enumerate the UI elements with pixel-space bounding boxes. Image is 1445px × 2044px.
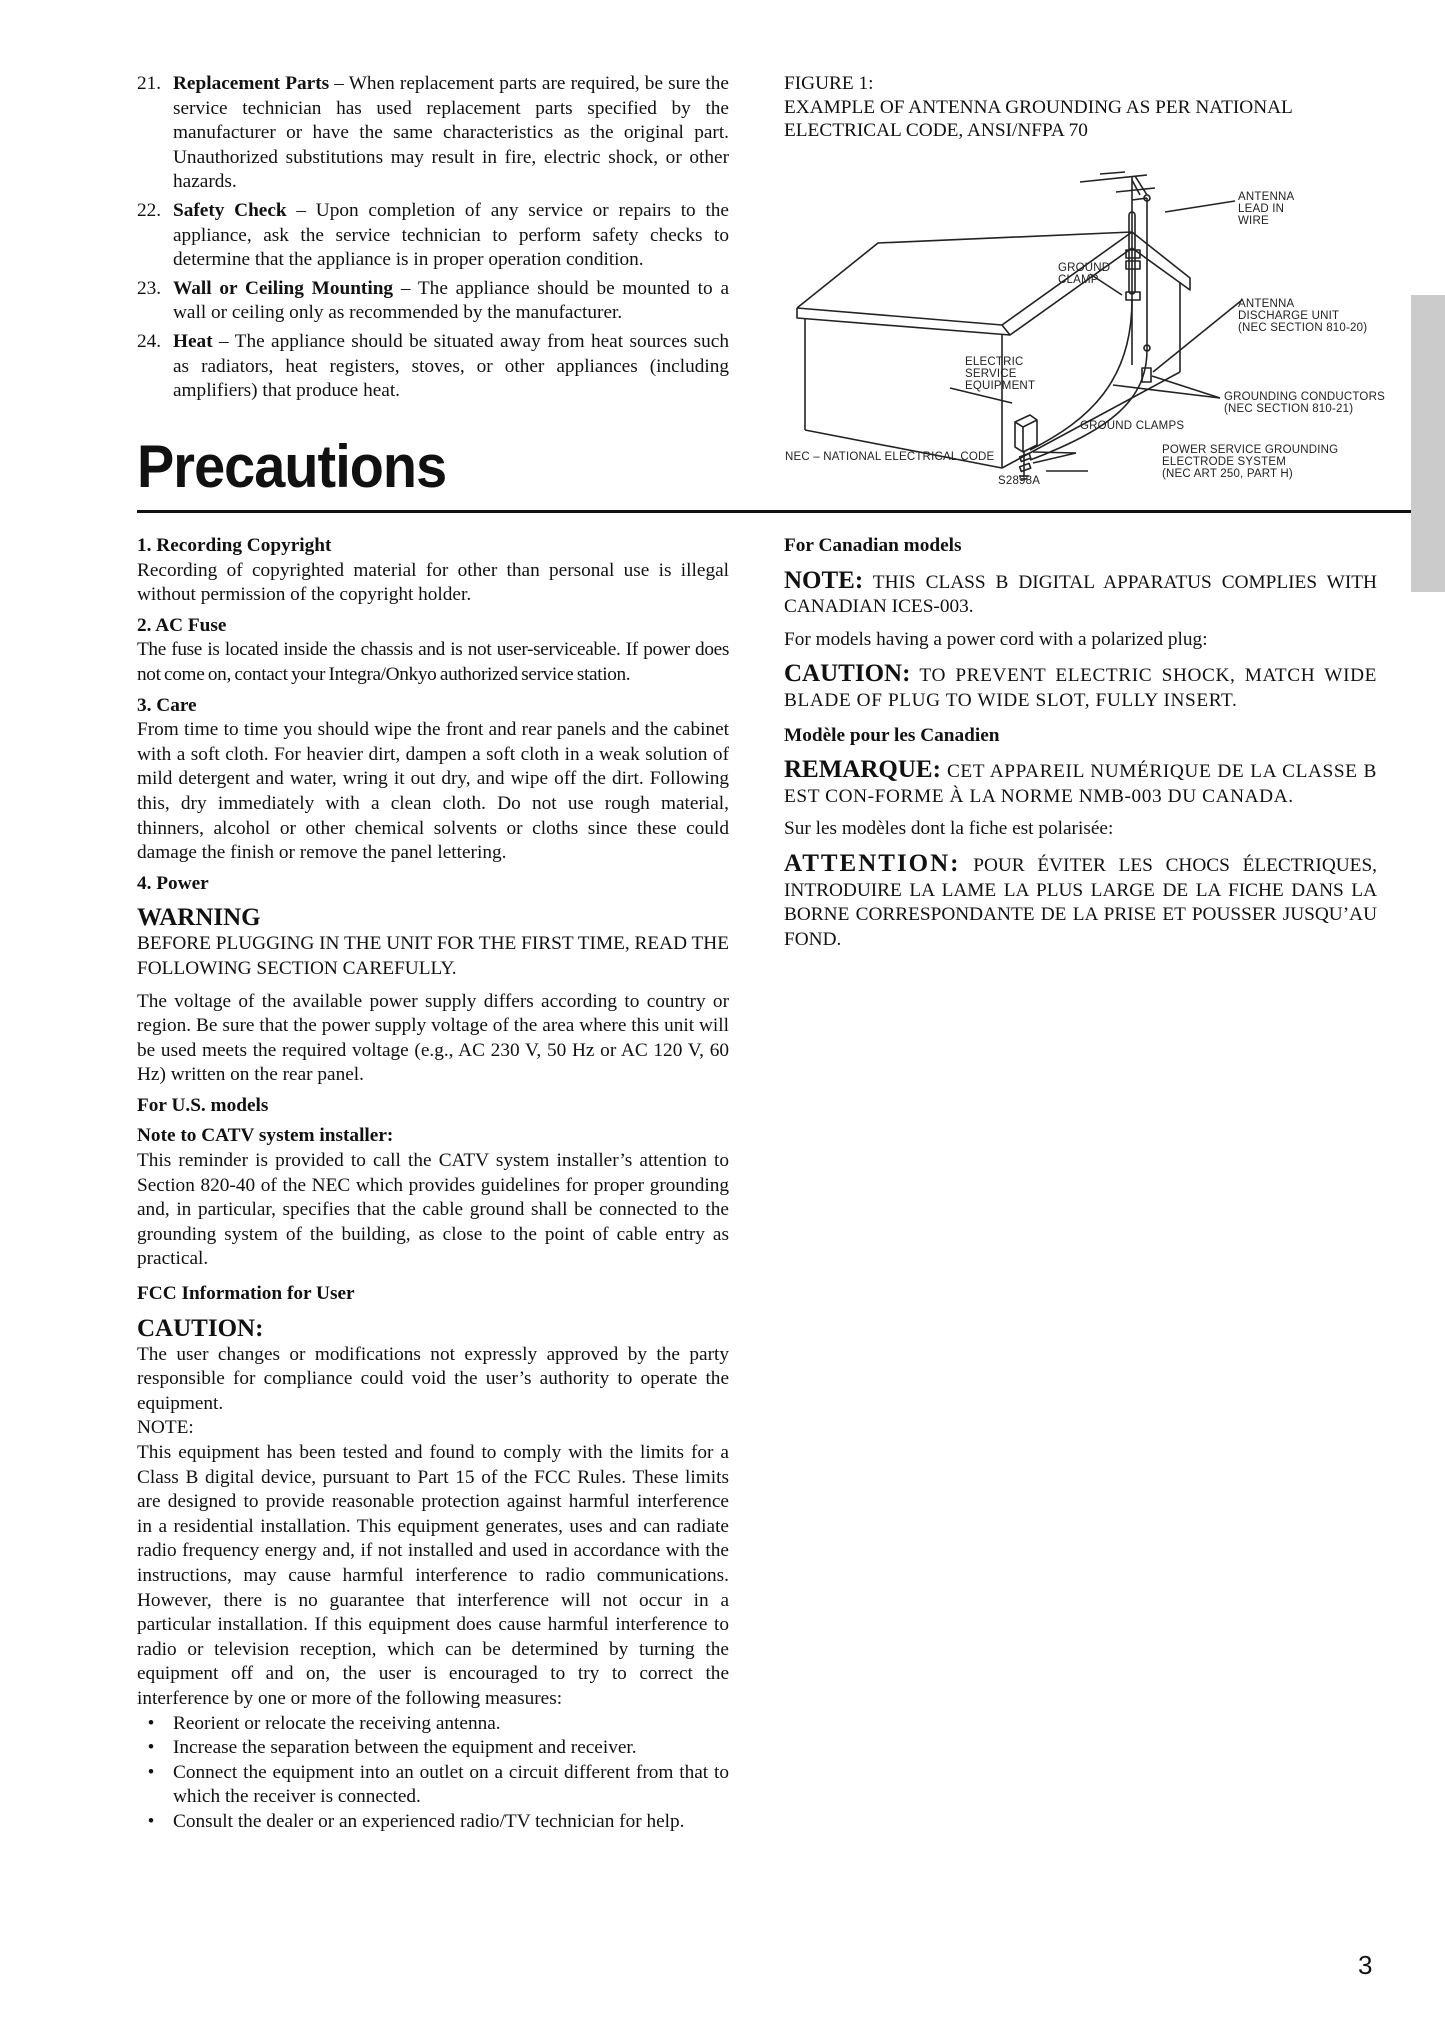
- warning-label: WARNING: [137, 904, 261, 932]
- item-title: Safety Check: [173, 199, 287, 221]
- list-item: [137, 277, 729, 326]
- leader-line: [1165, 201, 1235, 212]
- antenna-element: [1100, 172, 1125, 174]
- label-line: (NEC SECTION 810-20): [1238, 322, 1368, 334]
- measure-text: Consult the dealer or an experienced radio/TV technician for help.: [173, 1810, 685, 1832]
- bullet-icon: •: [147, 1810, 155, 1832]
- caution-label: CAUTION:: [784, 660, 911, 688]
- voltage-text: The voltage of the available power supply differs according to country or region. Be sure that the power supply voltage of the area where this unit will be used meets the required voltage (e.g., AC 230 V, 50 Hz or AC 120 V, 60 Hz) written on the rear panel.: [137, 990, 729, 1086]
- canadian-models-column: [784, 534, 1377, 952]
- label-line: WIRE: [1238, 215, 1269, 227]
- item-title: Replacement Parts: [173, 73, 330, 94]
- label-line: (NEC SECTION 810-21): [1224, 403, 1354, 415]
- safety-list-continued: [137, 72, 729, 408]
- measure-text: Reorient or relocate the receiving antenna.: [173, 1712, 501, 1734]
- label-power-service: [1162, 444, 1342, 480]
- warning-text: BEFORE PLUGGING IN THE UNIT FOR THE FIRST TIME, READ THE FOLLOWING SECTION CAREFULLY.: [137, 933, 729, 979]
- item-number: 21.: [137, 73, 162, 94]
- catv-title: Note to CATV system installer:: [137, 1125, 394, 1147]
- section-text: Recording of copyrighted material for other than personal use is illegal without permission of the copyright holder.: [137, 559, 729, 606]
- item-text: – When replacement parts are required, be sure the service technician has used replacement parts specified by the manufacturer or have the same characteristics as the original part. Unauthorized substitutions may result in fire, electric shock, or other hazards.: [173, 73, 729, 193]
- section-title-recording-copyright: 1. Recording Copyright: [137, 535, 332, 556]
- list-item: [137, 1712, 729, 1737]
- label-line: GROUNDING CONDUCTORS: [1224, 391, 1385, 403]
- ground-clamp-shape: [1126, 261, 1140, 269]
- label-discharge-unit: [1238, 298, 1367, 334]
- label-line: CLAMP: [1058, 274, 1099, 286]
- leader-line: [1153, 300, 1242, 372]
- item-number: 23.: [137, 277, 162, 299]
- antenna-grounding-diagram: [780, 150, 1410, 490]
- item-number: 22.: [137, 199, 162, 221]
- bullet-icon: •: [147, 1761, 155, 1783]
- list-item: [137, 199, 729, 273]
- remarque-text: CET APPAREIL NUMÉRIQUE DE LA CLASSE B EST CON-FORME À LA NORME NMB-003 DU CANADA.: [784, 761, 1377, 807]
- section-title-care: 3. Care: [137, 694, 197, 716]
- measure-text: Increase the separation between the equipment and receiver.: [173, 1737, 637, 1759]
- antenna-element: [1116, 188, 1155, 192]
- lead-in-wire: [1135, 176, 1147, 195]
- canada-caution: [784, 660, 1377, 713]
- label-line: ELECTRODE SYSTEM: [1162, 456, 1286, 468]
- label-ground-clamp: [1058, 262, 1114, 286]
- label-nec-note: NEC – NATIONAL ELECTRICAL CODE: [785, 451, 995, 463]
- leader-line: [1033, 453, 1076, 463]
- section-title-power: 4. Power: [137, 872, 209, 894]
- label-line: POWER SERVICE GROUNDING: [1162, 444, 1339, 456]
- caution-label: CAUTION:: [137, 1314, 264, 1342]
- bullet-icon: •: [147, 1737, 155, 1759]
- item-text: – The appliance should be situated away from heat sources such as radiators, heat registers, stoves, or other appliances (including amplifiers) that produce heat.: [173, 330, 729, 402]
- remarque-label: REMARQUE:: [784, 756, 941, 784]
- service-box-edge: [1023, 420, 1037, 427]
- note-text: This equipment has been tested and found to comply with the limits for a Class B digital device, pursuant to Part 15 of the FCC Rules. These limits are designed to provide reasonable protection against harmful interference in a residential installation. This equipment generates, uses and can radiate radio frequency energy and, if not installed and used in accordance with the instructions, may cause harmful interference to radio communications. However, there is no guarantee that interference will not occur in a particular installation. If this equipment does cause harmful interference to radio or television reception, which can be determined by turning the equipment off and on, the user is encouraged to try to correct the interference by one or more of the following measures:: [137, 1442, 729, 1709]
- caution-text: TO PREVENT ELECTRIC SHOCK, MATCH WIDE BLADE OF PLUG TO WIDE SLOT, FULLY INSERT.: [784, 665, 1377, 711]
- label-antenna-lead-in: [1238, 191, 1297, 227]
- leader-line: [1033, 452, 1076, 453]
- label-line: ELECTRIC: [965, 356, 1024, 368]
- label-line: DISCHARGE UNIT: [1238, 310, 1339, 322]
- figure-caption: [784, 72, 1384, 143]
- heading-rule: [137, 510, 1412, 513]
- label-electric-service: [965, 356, 1035, 392]
- section-title-ac-fuse: 2. AC Fuse: [137, 614, 227, 636]
- canada-note: [784, 567, 1377, 620]
- label-line: LEAD IN: [1238, 203, 1285, 215]
- list-item: [137, 72, 729, 195]
- note-text: THIS CLASS B DIGITAL APPARATUS COMPLIES WITH CANADIAN ICES-003.: [784, 571, 1377, 618]
- service-box-edge: [1015, 422, 1023, 427]
- canadian-models-title: For Canadian models: [784, 535, 962, 556]
- item-number: 24.: [137, 330, 162, 352]
- attention-text: POUR ÉVITER LES CHOCS ÉLECTRIQUES, INTRODUIRE LA LAME LA PLUS LARGE DE LA FICHE DANS LA BORNE CORRESPONDANTE DE LA PRISE ET POUSSER JUSQU’AU FOND.: [784, 854, 1377, 950]
- catv-text: This reminder is provided to call the CATV system installer’s attention to Section 820-40 of the NEC which provides guidelines for proper grounding and, in particular, specifies that the cable ground shall be connected to the grounding system of the building, as close to the point of cable entry as practical.: [137, 1150, 729, 1270]
- french-models-title: Modèle pour les Canadien: [784, 724, 1000, 746]
- list-item: [137, 1736, 729, 1761]
- us-models-title: For U.S. models: [137, 1094, 269, 1116]
- label-line: ANTENNA: [1238, 191, 1294, 203]
- roof-eave: [797, 308, 1010, 335]
- caution-text: The user changes or modifications not expressly approved by the party responsible for compliance could void the user’s authority to operate the equipment.: [137, 1343, 729, 1414]
- page-heading: Precautions: [137, 433, 447, 500]
- section-tab: [1411, 295, 1445, 592]
- fr-plug-text: Sur les modèles dont la fiche est polarisée:: [784, 818, 1114, 840]
- measures-list: [137, 1712, 729, 1835]
- leader-line: [1152, 376, 1220, 398]
- note-label: NOTE:: [137, 1417, 194, 1439]
- list-item: [137, 1761, 729, 1810]
- attention-label: ATTENTION:: [784, 849, 961, 877]
- bullet-icon: •: [147, 1712, 155, 1734]
- label-line: EQUIPMENT: [965, 380, 1036, 392]
- figure-number: FIGURE 1:: [784, 73, 874, 94]
- measure-text: Connect the equipment into an outlet on a circuit different from that to which the receiver is connected.: [173, 1761, 729, 1808]
- item-title: Wall or Ceiling Mounting: [173, 277, 394, 299]
- canada-remarque: [784, 756, 1377, 809]
- list-item: [137, 330, 729, 404]
- label-line: SERVICE: [965, 368, 1017, 380]
- label-line: ANTENNA: [1238, 298, 1294, 310]
- section-text: The fuse is located inside the chassis and is not user-serviceable. If power does not come on, contact your Integra/Onkyo authorized service station.: [137, 639, 729, 685]
- figure-code: S2898A: [998, 475, 1041, 487]
- leader-line: [1113, 385, 1220, 398]
- item-text: – Upon completion of any service or repairs to the appliance, ask the service technician to perform safety checks to determine that the appliance is in proper operation condition.: [173, 199, 729, 271]
- label-grounding-conductors: [1224, 391, 1388, 415]
- label-line: (NEC ART 250, PART H): [1162, 468, 1293, 480]
- fcc-title: FCC Information for User: [137, 1283, 355, 1305]
- page-number: 3: [1358, 1950, 1373, 1980]
- item-title: Heat: [173, 330, 213, 352]
- note-label: NOTE:: [784, 566, 864, 594]
- label-ground-clamps: GROUND CLAMPS: [1080, 420, 1185, 432]
- house-drawing: [797, 172, 1242, 479]
- section-text: From time to time you should wipe the front and rear panels and the cabinet with a soft cloth. For heavier dirt, dampen a soft cloth in a weak solution of mild detergent and water, wring it out dry, and wipe off the dirt. Following this, dry immediately with a clean cloth. Do not use rough material, thinners, alcohol or other chemical solvents or cloths since these could damage the finish or remove the panel lettering.: [137, 719, 729, 864]
- plug-text: For models having a power cord with a polarized plug:: [784, 628, 1208, 650]
- figure-title: EXAMPLE OF ANTENNA GROUNDING AS PER NATIONAL ELECTRICAL CODE, ANSI/NFPA 70: [784, 96, 1293, 141]
- list-item: [137, 1810, 729, 1835]
- precautions-left-column: [137, 534, 729, 1835]
- service-box-shape: [1015, 415, 1037, 452]
- canada-attention: [784, 850, 1377, 952]
- label-line: GROUND: [1058, 262, 1111, 274]
- ground-clamp-shape: [1020, 463, 1031, 471]
- item-text: – The appliance should be mounted to a wall or ceiling only as recommended by the manufacturer.: [173, 277, 729, 324]
